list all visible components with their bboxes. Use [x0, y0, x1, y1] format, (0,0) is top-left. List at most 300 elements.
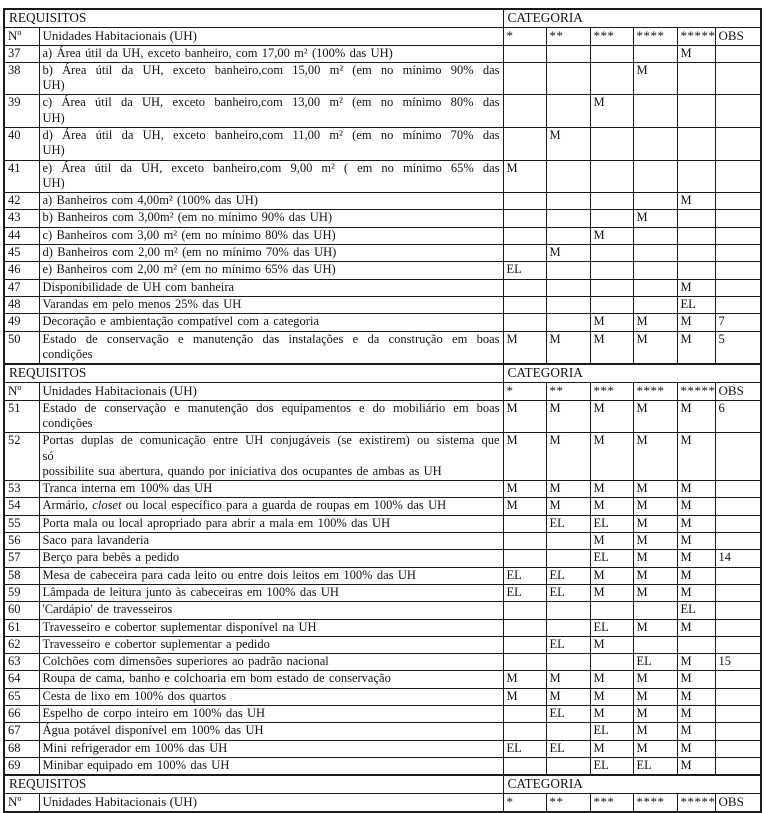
- requirement-text-line: e) Área útil da UH, exceto banheiro,com 9,00 m² ( em no mínimo 65% das: [42, 160, 500, 175]
- category-star-4-cell: [633, 262, 677, 279]
- category-star-2-cell: [546, 45, 590, 62]
- requirement-description-cell: [39, 245, 503, 262]
- category-star-5-cell: M: [677, 433, 715, 481]
- requirement-description-cell: [39, 688, 503, 705]
- category-star-1-cell: [503, 95, 546, 128]
- category-star-5-cell: M: [677, 515, 715, 532]
- category-star-4-cell: EL: [633, 654, 677, 671]
- category-star-1-cell: [503, 533, 546, 550]
- section-header-row: [4, 775, 761, 794]
- category-star-2-cell: M: [546, 400, 590, 433]
- table-row: [4, 62, 761, 95]
- category-star-1-cell: EL: [503, 740, 546, 757]
- requirement-description-cell: [39, 705, 503, 722]
- category-star-4-cell: [633, 245, 677, 262]
- requirement-text-line: b) Área útil da UH, exceto banheiro,com 15,00 m² (em no mínimo 90% das: [42, 62, 500, 77]
- category-star-3-cell: M: [590, 533, 633, 550]
- category-star-4-cell: M: [633, 550, 677, 567]
- star-4-header-cell: ****: [633, 383, 677, 401]
- requirement-text-line: Saco para lavanderia: [42, 533, 150, 548]
- category-star-4-cell: [633, 227, 677, 244]
- category-star-4-cell: M: [633, 533, 677, 550]
- category-star-3-cell: M: [590, 740, 633, 757]
- category-star-3-cell: M: [590, 498, 633, 515]
- category-star-3-cell: M: [590, 481, 633, 498]
- category-star-2-cell: EL: [546, 740, 590, 757]
- table-row: [4, 210, 761, 227]
- row-number-cell: 42: [4, 193, 39, 210]
- requirement-text-line: d) Área útil da UH, exceto banheiro,com 11,00 m² (em no mínimo 70% das: [42, 127, 500, 142]
- requirement-text-line: d) Banheiros com 2,00 m² (em no mínimo 70% das UH): [42, 245, 337, 260]
- category-star-3-cell: EL: [590, 515, 633, 532]
- requirement-description-cell: [39, 584, 503, 601]
- italic-term: closet: [92, 498, 122, 513]
- category-star-5-cell: M: [677, 331, 715, 364]
- category-star-5-cell: M: [677, 671, 715, 688]
- category-star-3-cell: [590, 160, 633, 193]
- requirement-text-line: Decoração e ambientação compatível com a categoria: [42, 314, 319, 329]
- requirement-text-line: Roupa de cama, banho e colchoaria em bom estado de conservação: [42, 671, 391, 686]
- category-star-4-cell: M: [633, 400, 677, 433]
- category-star-4-cell: [633, 45, 677, 62]
- requisitos-header-cell: REQUISITOS: [4, 9, 503, 28]
- category-star-3-cell: M: [590, 567, 633, 584]
- row-number-cell: 61: [4, 619, 39, 636]
- obs-cell: [715, 160, 761, 193]
- category-star-2-cell: M: [546, 688, 590, 705]
- category-star-2-cell: M: [546, 433, 590, 481]
- category-star-5-cell: M: [677, 481, 715, 498]
- category-star-5-cell: M: [677, 705, 715, 722]
- uh-header-cell: Unidades Habitacionais (UH): [39, 28, 503, 46]
- category-star-5-cell: [677, 127, 715, 160]
- category-star-1-cell: [503, 227, 546, 244]
- requirement-description-cell: [39, 533, 503, 550]
- category-star-1-cell: M: [503, 481, 546, 498]
- obs-cell: [715, 95, 761, 128]
- star-2-header-cell: **: [546, 28, 590, 46]
- category-star-4-cell: M: [633, 331, 677, 364]
- category-star-3-cell: M: [590, 433, 633, 481]
- category-star-4-cell: [633, 602, 677, 619]
- requirement-description-cell: [39, 602, 503, 619]
- star-4-header-cell: ****: [633, 794, 677, 812]
- row-number-header-cell: Nº: [4, 28, 39, 46]
- category-star-3-cell: [590, 193, 633, 210]
- star-1-header-cell: *: [503, 794, 546, 812]
- category-star-2-cell: [546, 533, 590, 550]
- category-star-1-cell: [503, 193, 546, 210]
- table-row: [4, 740, 761, 757]
- table-row: [4, 619, 761, 636]
- row-number-cell: 52: [4, 433, 39, 481]
- requirement-description-cell: [39, 296, 503, 313]
- table-row: [4, 498, 761, 515]
- row-number-cell: 53: [4, 481, 39, 498]
- requirements-table: [3, 8, 762, 813]
- requirement-text-line: UH): [42, 143, 65, 158]
- row-number-cell: 38: [4, 62, 39, 95]
- row-number-cell: 50: [4, 331, 39, 364]
- category-star-1-cell: EL: [503, 262, 546, 279]
- requirement-text-line: Armário, closet ou local específico para a guarda de roupas em 100% das UH: [42, 498, 447, 513]
- category-star-1-cell: M: [503, 160, 546, 193]
- obs-header-cell: OBS: [715, 383, 761, 401]
- obs-cell: [715, 567, 761, 584]
- category-star-4-cell: [633, 193, 677, 210]
- requirement-description-cell: [39, 740, 503, 757]
- table-row: [4, 636, 761, 653]
- category-star-2-cell: EL: [546, 636, 590, 653]
- category-star-2-cell: [546, 602, 590, 619]
- row-number-cell: 54: [4, 498, 39, 515]
- requirement-text-line: Varandas em pelo menos 25% das UH: [42, 296, 242, 311]
- category-star-5-cell: M: [677, 314, 715, 331]
- requirement-text-line: Portas duplas de comunicação entre UH conjugáveis (se existirem) ou sistema que: [42, 433, 500, 448]
- star-5-header-cell: *****: [677, 794, 715, 812]
- category-star-2-cell: M: [546, 671, 590, 688]
- category-star-5-cell: M: [677, 533, 715, 550]
- category-star-5-cell: [677, 245, 715, 262]
- category-star-1-cell: [503, 45, 546, 62]
- category-star-2-cell: [546, 296, 590, 313]
- requirement-description-cell: [39, 481, 503, 498]
- requirement-text-line: Travesseiro e cobertor suplementar disponível na UH: [42, 619, 317, 634]
- obs-cell: [715, 533, 761, 550]
- category-star-1-cell: [503, 757, 546, 775]
- category-star-3-cell: [590, 279, 633, 296]
- category-star-2-cell: [546, 262, 590, 279]
- category-star-1-cell: [503, 245, 546, 262]
- obs-cell: [715, 498, 761, 515]
- obs-cell: [715, 481, 761, 498]
- category-star-4-cell: M: [633, 705, 677, 722]
- obs-cell: [715, 433, 761, 481]
- requirement-description-cell: [39, 160, 503, 193]
- star-2-header-cell: **: [546, 383, 590, 401]
- table-row: [4, 705, 761, 722]
- obs-cell: [715, 62, 761, 95]
- category-star-2-cell: [546, 314, 590, 331]
- requirement-text-line: Colchões com dimensões superiores ao padrão nacional: [42, 654, 329, 669]
- category-star-4-cell: [633, 95, 677, 128]
- requirement-description-cell: [39, 331, 503, 364]
- requirement-text-line: Estado de conservação e manutenção dos equipamentos e do mobiliário em boas: [42, 400, 500, 415]
- category-star-3-cell: [590, 210, 633, 227]
- row-number-cell: 64: [4, 671, 39, 688]
- category-star-4-cell: M: [633, 481, 677, 498]
- category-star-5-cell: [677, 227, 715, 244]
- category-star-4-cell: M: [633, 433, 677, 481]
- category-star-1-cell: [503, 279, 546, 296]
- column-header-row: [4, 794, 761, 812]
- table-row: [4, 567, 761, 584]
- requirement-description-cell: [39, 636, 503, 653]
- category-star-1-cell: [503, 636, 546, 653]
- category-star-2-cell: [546, 279, 590, 296]
- obs-cell: [715, 127, 761, 160]
- category-star-4-cell: M: [633, 584, 677, 601]
- category-star-2-cell: [546, 193, 590, 210]
- category-star-5-cell: EL: [677, 296, 715, 313]
- requirement-text-line: Disponibilidade de UH com banheira: [42, 279, 235, 294]
- category-star-3-cell: M: [590, 584, 633, 601]
- requisitos-header-cell: REQUISITOS: [4, 775, 503, 794]
- category-star-3-cell: M: [590, 227, 633, 244]
- row-number-cell: 46: [4, 262, 39, 279]
- category-star-2-cell: M: [546, 481, 590, 498]
- category-star-5-cell: M: [677, 45, 715, 62]
- category-star-4-cell: M: [633, 498, 677, 515]
- obs-cell: 6: [715, 400, 761, 433]
- obs-cell: [715, 210, 761, 227]
- obs-cell: [715, 296, 761, 313]
- requirement-description-cell: [39, 227, 503, 244]
- star-1-header-cell: *: [503, 28, 546, 46]
- row-number-cell: 43: [4, 210, 39, 227]
- category-star-1-cell: EL: [503, 567, 546, 584]
- column-header-row: [4, 383, 761, 401]
- table-row: [4, 688, 761, 705]
- table-row: [4, 262, 761, 279]
- requirement-text-line: Berço para bebês a pedido: [42, 550, 180, 565]
- table-row: [4, 331, 761, 364]
- category-star-3-cell: M: [590, 314, 633, 331]
- category-star-5-cell: M: [677, 723, 715, 740]
- table-row: [4, 602, 761, 619]
- obs-cell: [715, 515, 761, 532]
- table-row: [4, 227, 761, 244]
- category-star-3-cell: M: [590, 95, 633, 128]
- requisitos-header-cell: REQUISITOS: [4, 364, 503, 383]
- category-star-1-cell: M: [503, 433, 546, 481]
- table-row: [4, 550, 761, 567]
- obs-cell: [715, 740, 761, 757]
- row-number-cell: 55: [4, 515, 39, 532]
- categoria-header-cell: CATEGORIA: [503, 364, 761, 383]
- row-number-cell: 37: [4, 45, 39, 62]
- star-3-header-cell: ***: [590, 28, 633, 46]
- requirement-text-line: Porta mala ou local apropriado para abrir a mala em 100% das UH: [42, 515, 391, 530]
- category-star-1-cell: [503, 619, 546, 636]
- table-row: [4, 654, 761, 671]
- star-2-header-cell: **: [546, 794, 590, 812]
- row-number-cell: 69: [4, 757, 39, 775]
- table-row: [4, 533, 761, 550]
- category-star-4-cell: M: [633, 210, 677, 227]
- table-row: [4, 160, 761, 193]
- star-3-header-cell: ***: [590, 383, 633, 401]
- table-row: [4, 757, 761, 775]
- star-1-header-cell: *: [503, 383, 546, 401]
- category-star-2-cell: [546, 619, 590, 636]
- row-number-cell: 45: [4, 245, 39, 262]
- table-row: [4, 723, 761, 740]
- category-star-2-cell: [546, 160, 590, 193]
- requirement-description-cell: [39, 515, 503, 532]
- table-row: [4, 433, 761, 481]
- requirement-text-line: Travesseiro e cobertor suplementar a pedido: [42, 636, 270, 651]
- category-star-4-cell: M: [633, 314, 677, 331]
- requirement-text-line: Mini refrigerador em 100% das UH: [42, 740, 228, 755]
- row-number-cell: 57: [4, 550, 39, 567]
- category-star-2-cell: [546, 550, 590, 567]
- category-star-3-cell: M: [590, 671, 633, 688]
- requirement-description-cell: [39, 671, 503, 688]
- obs-cell: [715, 688, 761, 705]
- requirement-text-line: possibilite sua abertura, quando por iniciativa dos ocupantes de ambas as UH: [42, 463, 442, 478]
- star-5-header-cell: *****: [677, 28, 715, 46]
- table-body: [4, 9, 761, 812]
- category-star-1-cell: [503, 210, 546, 227]
- star-4-header-cell: ****: [633, 28, 677, 46]
- row-number-cell: 65: [4, 688, 39, 705]
- category-star-1-cell: [503, 296, 546, 313]
- category-star-1-cell: M: [503, 671, 546, 688]
- category-star-3-cell: EL: [590, 550, 633, 567]
- table-row: [4, 279, 761, 296]
- category-star-4-cell: M: [633, 723, 677, 740]
- category-star-5-cell: M: [677, 757, 715, 775]
- obs-cell: [715, 705, 761, 722]
- table-row: [4, 671, 761, 688]
- table-row: [4, 296, 761, 313]
- section-header-row: [4, 9, 761, 28]
- category-star-4-cell: [633, 160, 677, 193]
- table-row: [4, 584, 761, 601]
- table-row: [4, 95, 761, 128]
- category-star-1-cell: M: [503, 400, 546, 433]
- requirement-text-line: Tranca interna em 100% das UH: [42, 481, 213, 496]
- category-star-5-cell: M: [677, 619, 715, 636]
- requirement-description-cell: [39, 45, 503, 62]
- star-3-header-cell: ***: [590, 794, 633, 812]
- requirement-description-cell: [39, 262, 503, 279]
- category-star-3-cell: [590, 62, 633, 95]
- row-number-cell: 44: [4, 227, 39, 244]
- requirement-description-cell: [39, 127, 503, 160]
- table-row: [4, 45, 761, 62]
- row-number-cell: 39: [4, 95, 39, 128]
- requirement-text-line: Cesta de lixo em 100% dos quartos: [42, 688, 227, 703]
- requirement-description-cell: [39, 314, 503, 331]
- category-star-3-cell: [590, 602, 633, 619]
- category-star-3-cell: M: [590, 636, 633, 653]
- obs-cell: 14: [715, 550, 761, 567]
- requirement-text-line: Minibar equipado em 100% das UH: [42, 757, 230, 772]
- table-row: [4, 127, 761, 160]
- obs-cell: 15: [715, 654, 761, 671]
- row-number-cell: 48: [4, 296, 39, 313]
- requirement-description-cell: [39, 654, 503, 671]
- category-star-2-cell: EL: [546, 584, 590, 601]
- category-star-5-cell: M: [677, 688, 715, 705]
- category-star-4-cell: M: [633, 688, 677, 705]
- requirement-text-line: b) Banheiros com 3,00m² (em no mínimo 90% das UH): [42, 210, 333, 225]
- category-star-3-cell: [590, 654, 633, 671]
- row-number-header-cell: Nº: [4, 794, 39, 812]
- category-star-1-cell: [503, 127, 546, 160]
- row-number-cell: 67: [4, 723, 39, 740]
- requirement-description-cell: [39, 400, 503, 433]
- requirement-text-line: só: [42, 448, 54, 463]
- row-number-cell: 68: [4, 740, 39, 757]
- category-star-1-cell: [503, 654, 546, 671]
- document-page: [0, 8, 777, 810]
- row-number-cell: 41: [4, 160, 39, 193]
- obs-cell: [715, 45, 761, 62]
- table-row: [4, 515, 761, 532]
- category-star-4-cell: M: [633, 515, 677, 532]
- category-star-3-cell: [590, 127, 633, 160]
- obs-cell: [715, 245, 761, 262]
- category-star-1-cell: [503, 723, 546, 740]
- requirement-description-cell: [39, 757, 503, 775]
- category-star-5-cell: M: [677, 400, 715, 433]
- requirement-description-cell: [39, 279, 503, 296]
- category-star-2-cell: [546, 210, 590, 227]
- category-star-3-cell: [590, 296, 633, 313]
- category-star-2-cell: [546, 757, 590, 775]
- obs-cell: 5: [715, 331, 761, 364]
- obs-cell: [715, 671, 761, 688]
- row-number-cell: 59: [4, 584, 39, 601]
- category-star-2-cell: M: [546, 331, 590, 364]
- table-row: [4, 314, 761, 331]
- requirement-text-line: a) Área útil da UH, exceto banheiro, com 17,00 m² (100% das UH): [42, 45, 393, 60]
- obs-cell: [715, 757, 761, 775]
- category-star-3-cell: EL: [590, 723, 633, 740]
- category-star-1-cell: [503, 550, 546, 567]
- category-star-3-cell: M: [590, 400, 633, 433]
- category-star-5-cell: M: [677, 654, 715, 671]
- table-row: [4, 481, 761, 498]
- obs-cell: [715, 584, 761, 601]
- obs-header-cell: OBS: [715, 794, 761, 812]
- section-header-row: [4, 364, 761, 383]
- requirement-text-line: UH): [42, 110, 65, 125]
- obs-cell: 7: [715, 314, 761, 331]
- requirement-text-line: Água potável disponível em 100% das UH: [42, 723, 264, 738]
- category-star-2-cell: M: [546, 498, 590, 515]
- category-star-4-cell: [633, 636, 677, 653]
- category-star-4-cell: M: [633, 671, 677, 688]
- obs-cell: [715, 619, 761, 636]
- category-star-2-cell: [546, 723, 590, 740]
- category-star-5-cell: [677, 636, 715, 653]
- table-row: [4, 400, 761, 433]
- category-star-2-cell: [546, 95, 590, 128]
- row-number-cell: 49: [4, 314, 39, 331]
- category-star-3-cell: [590, 245, 633, 262]
- requirement-text-line: condições: [42, 346, 93, 361]
- row-number-cell: 47: [4, 279, 39, 296]
- category-star-2-cell: M: [546, 127, 590, 160]
- requirement-description-cell: [39, 210, 503, 227]
- column-header-row: [4, 28, 761, 46]
- table-row: [4, 245, 761, 262]
- row-number-cell: 66: [4, 705, 39, 722]
- category-star-5-cell: [677, 95, 715, 128]
- table-row: [4, 193, 761, 210]
- category-star-4-cell: M: [633, 62, 677, 95]
- requirement-text-line: Lâmpada de leitura junto às cabeceiras em 100% das UH: [42, 584, 339, 599]
- requirement-text-line: Estado de conservação e manutenção das instalações e da construção em boas: [42, 331, 500, 346]
- category-star-2-cell: [546, 62, 590, 95]
- categoria-header-cell: CATEGORIA: [503, 775, 761, 794]
- row-number-cell: 58: [4, 567, 39, 584]
- row-number-cell: 63: [4, 654, 39, 671]
